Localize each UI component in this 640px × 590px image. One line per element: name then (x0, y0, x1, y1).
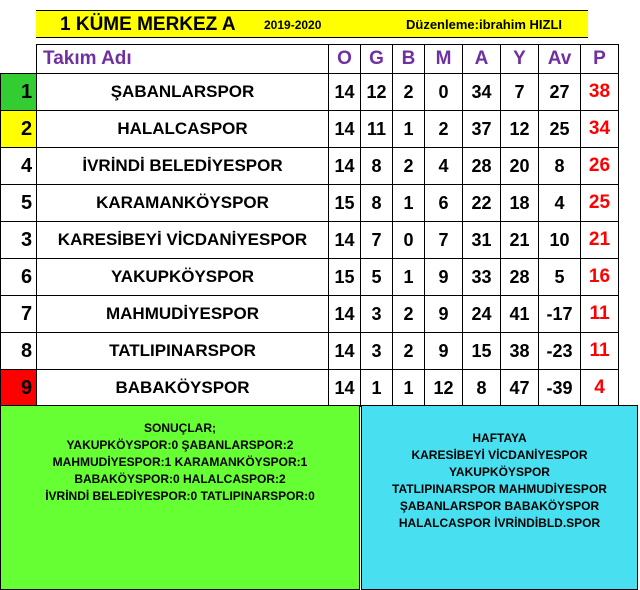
goals-against-cell: 41 (501, 296, 539, 333)
played-cell: 14 (329, 222, 361, 259)
drawn-cell: 2 (393, 74, 425, 111)
goal-diff-cell: -17 (539, 296, 581, 333)
table-row (1, 74, 619, 111)
goals-for-cell: 28 (463, 148, 501, 185)
won-cell: 3 (361, 333, 393, 370)
goal-diff-cell: 5 (539, 259, 581, 296)
points-cell: 16 (581, 259, 619, 296)
goal-diff-cell: 10 (539, 222, 581, 259)
team-name: ŞABANLARSPOR (37, 74, 329, 111)
goal-diff-cell: 4 (539, 185, 581, 222)
goals-for-cell: 15 (463, 333, 501, 370)
rank-cell: 5 (1, 185, 37, 222)
won-cell: 3 (361, 296, 393, 333)
rank-cell: 6 (1, 259, 37, 296)
drawn-cell: 1 (393, 111, 425, 148)
header-drawn: B (393, 45, 425, 74)
goals-against-cell: 7 (501, 74, 539, 111)
played-cell: 14 (329, 370, 361, 407)
rank-cell: 3 (1, 222, 37, 259)
lost-cell: 4 (425, 148, 463, 185)
goals-for-cell: 31 (463, 222, 501, 259)
goals-for-cell: 22 (463, 185, 501, 222)
drawn-cell: 1 (393, 185, 425, 222)
next-week-panel (361, 405, 638, 590)
goal-diff-cell: -23 (539, 333, 581, 370)
goals-for-cell: 24 (463, 296, 501, 333)
rank-cell: 8 (1, 333, 37, 370)
lost-cell: 9 (425, 259, 463, 296)
goals-against-cell: 21 (501, 222, 539, 259)
goals-for-cell: 8 (463, 370, 501, 407)
drawn-cell: 0 (393, 222, 425, 259)
points-cell: 26 (581, 148, 619, 185)
season-label: 2019-2020 (264, 18, 322, 32)
result-line: YAKUPKÖYSPOR:0 ŞABANLARSPOR:2 (66, 438, 294, 452)
header-goal-diff: Av (539, 45, 581, 74)
lost-cell: 9 (425, 333, 463, 370)
goal-diff-cell: -39 (539, 370, 581, 407)
editor-credit: Düzenleme:ibrahim HIZLI (406, 17, 563, 32)
lost-cell: 2 (425, 111, 463, 148)
team-name: YAKUPKÖYSPOR (37, 259, 329, 296)
lost-cell: 9 (425, 296, 463, 333)
goals-for-cell: 37 (463, 111, 501, 148)
team-name: MAHMUDİYESPOR (37, 296, 329, 333)
played-cell: 15 (329, 259, 361, 296)
fixture-line: HALALCASPOR İVRİNDİBLD.SPOR (398, 516, 601, 530)
result-line: MAHMUDİYESPOR:1 KARAMANKÖYSPOR:1 (52, 455, 308, 469)
next-week-title: HAFTAYA (472, 431, 527, 445)
league-title: 1 KÜME MERKEZ A (60, 14, 236, 35)
goals-against-cell: 12 (501, 111, 539, 148)
table-row (1, 259, 619, 296)
header-goals-for: A (463, 45, 501, 74)
team-name: HALALCASPOR (37, 111, 329, 148)
header-played: O (329, 45, 361, 74)
goals-for-cell: 33 (463, 259, 501, 296)
played-cell: 14 (329, 111, 361, 148)
points-cell: 11 (581, 333, 619, 370)
goals-for-cell: 34 (463, 74, 501, 111)
header-points: P (581, 45, 619, 74)
table-row (1, 185, 619, 222)
header-lost: M (425, 45, 463, 74)
points-cell: 25 (581, 185, 619, 222)
played-cell: 15 (329, 185, 361, 222)
team-name: BABAKÖYSPOR (37, 370, 329, 407)
drawn-cell: 2 (393, 296, 425, 333)
table-row (1, 333, 619, 370)
header-team: Takım Adı (37, 45, 329, 74)
points-cell: 38 (581, 74, 619, 111)
rank-cell: 1 (1, 74, 37, 111)
rank-cell: 9 (1, 370, 37, 407)
won-cell: 8 (361, 185, 393, 222)
goals-against-cell: 20 (501, 148, 539, 185)
rank-cell: 4 (1, 148, 37, 185)
won-cell: 12 (361, 74, 393, 111)
goal-diff-cell: 27 (539, 74, 581, 111)
rank-cell: 2 (1, 111, 37, 148)
goals-against-cell: 38 (501, 333, 539, 370)
drawn-cell: 1 (393, 370, 425, 407)
goals-against-cell: 28 (501, 259, 539, 296)
results-title: SONUÇLAR; (144, 421, 216, 435)
results-panel (0, 405, 360, 590)
header-corner (1, 45, 37, 74)
team-name: TATLIPINARSPOR (37, 333, 329, 370)
drawn-cell: 1 (393, 259, 425, 296)
team-name: KARESİBEYİ VİCDANİYESPOR (37, 222, 329, 259)
lost-cell: 12 (425, 370, 463, 407)
table-header-row (1, 45, 619, 74)
won-cell: 5 (361, 259, 393, 296)
table-row (1, 148, 619, 185)
team-name: KARAMANKÖYSPOR (37, 185, 329, 222)
rank-cell: 7 (1, 296, 37, 333)
fixture-line: TATLIPINARSPOR MAHMUDİYESPOR (392, 482, 607, 496)
team-name: İVRİNDİ BELEDİYESPOR (37, 148, 329, 185)
goal-diff-cell: 25 (539, 111, 581, 148)
result-line: BABAKÖYSPOR:0 HALALCASPOR:2 (74, 472, 286, 486)
standings-table (0, 44, 619, 407)
played-cell: 14 (329, 296, 361, 333)
header-won: G (361, 45, 393, 74)
lost-cell: 7 (425, 222, 463, 259)
points-cell: 4 (581, 370, 619, 407)
drawn-cell: 2 (393, 333, 425, 370)
won-cell: 8 (361, 148, 393, 185)
fixture-line: KARESİBEYİ VİCDANİYESPOR (411, 448, 588, 462)
table-row (1, 370, 619, 407)
goal-diff-cell: 8 (539, 148, 581, 185)
played-cell: 14 (329, 333, 361, 370)
won-cell: 7 (361, 222, 393, 259)
lost-cell: 6 (425, 185, 463, 222)
points-cell: 11 (581, 296, 619, 333)
table-row (1, 296, 619, 333)
goals-against-cell: 18 (501, 185, 539, 222)
won-cell: 1 (361, 370, 393, 407)
points-cell: 21 (581, 222, 619, 259)
lost-cell: 0 (425, 74, 463, 111)
goals-against-cell: 47 (501, 370, 539, 407)
drawn-cell: 2 (393, 148, 425, 185)
played-cell: 14 (329, 148, 361, 185)
fixture-line: ŞABANLARSPOR BABAKÖYSPOR (399, 499, 600, 513)
played-cell: 14 (329, 74, 361, 111)
points-cell: 34 (581, 111, 619, 148)
table-row (1, 111, 619, 148)
fixture-line: YAKUPKÖYSPOR (449, 465, 550, 479)
result-line: İVRİNDİ BELEDİYESPOR:0 TATLIPINARSPOR:0 (45, 489, 315, 503)
won-cell: 11 (361, 111, 393, 148)
title-bar (36, 10, 588, 38)
header-goals-against: Y (501, 45, 539, 74)
table-row (1, 222, 619, 259)
